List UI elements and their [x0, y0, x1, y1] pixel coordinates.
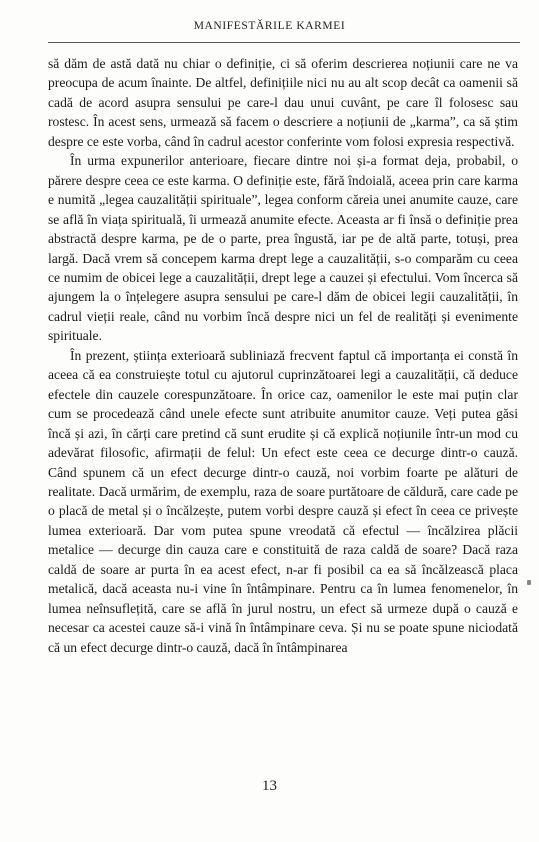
- paragraph: să dăm de astă dată nu chiar o definiție, ci să oferim descrierea noțiunii care ne va preocupa de acum înainte. De altfel, definițiile nici nu au alt scop decât ca oamenii să cadă de acord asupra sensului pe care-l dau unui cuvânt, pe care îl folosesc sau rostesc. În acest sens, urmează să facem o descriere a noțiunii de „karma”, ca să știm despre ce este vorba, când în cadrul acestor conferinte vom folosi expresia respectivă.: [48, 56, 518, 149]
- paragraph: În prezent, știința exterioară subliniază frecvent faptul că importanța ei constă în aceea că ea construiește totul cu ajutorul cuprinzătoarei legi a cauzalității, că deduce efectele din cauzele corespunzătoare. În orice caz, oamenilor le este mai puțin clar cum se procedează când unele efecte sunt atribuite anumitor cauze. Veți putea găsi încă și azi, în cărți care pretind că sunt erudite și că explică noțiunile într-un mod cu adevărat filosofic, afirmații de felul: Un efect este ceea ce decurge dintr-o cauză. Când spunem că un efect decurge dintr-o cauză, noi vorbim foarte pe alături de realitate. Dacă urmărim, de exemplu, raza de soare purtătoare de căldură, care cade pe o placă de metal și o încălzește, putem vorbi despre cauză și efect în ceea ce privește lumea exterioară. Dar vom putea spune vreodată că efectul — încălzirea plăcii metalice — decurge din cauza care e constituită de raza caldă de soare? Dacă raza caldă de soare ar purta în ea acest efect, n-ar fi posibil ca ea să încălzească placa metalică, dacă aceasta nu-i vine în întâmpinare. Pentru ca în lumea fenomenelor, în lumea neînsuflețită, care se află în jurul nostru, un efect să urmeze după o cauză e necesar ca acestei cauze să-i vină în întâmpinare ceva. Și nu se poate spune niciodată că un efect decurge dintr-o cauză, dacă în întâmpinarea: [48, 347, 518, 655]
- body-text: [48, 54, 518, 657]
- scan-speck: [527, 580, 531, 585]
- page-number: 13: [262, 778, 277, 794]
- header-rule: [48, 42, 520, 43]
- running-header: MANIFESTĂRILE KARMEI: [193, 20, 346, 32]
- paragraph: În urma expunerilor anterioare, fiecare dintre noi și-a format deja, probabil, o părere despre ceea ce este karma. O definiție este, fără îndoială, aceea prin care karma e numită „legea cauzalității spirituale”, legea conform căreia unei anumite cauze, care se află în viața spirituală, îi urmează anumite efecte. Aceasta ar fi însă o definiție prea abstractă despre karma, pe de o parte, prea îngustă, iar pe de altă parte, totuși, prea largă. Dacă vrem să concepem karma drept lege a cauzalității, s-o comparăm cu ceea ce numim de obicei lege a cauzalității, drept lege a cauzei și efectului. Vom încerca să ajungem la o înțelegere asupra sensului pe care-l dăm de obicei legii cauzalității, în cadrul vieții reale, când nu vorbim încă despre nici un fel de realități și evenimente spirituale.: [48, 153, 518, 344]
